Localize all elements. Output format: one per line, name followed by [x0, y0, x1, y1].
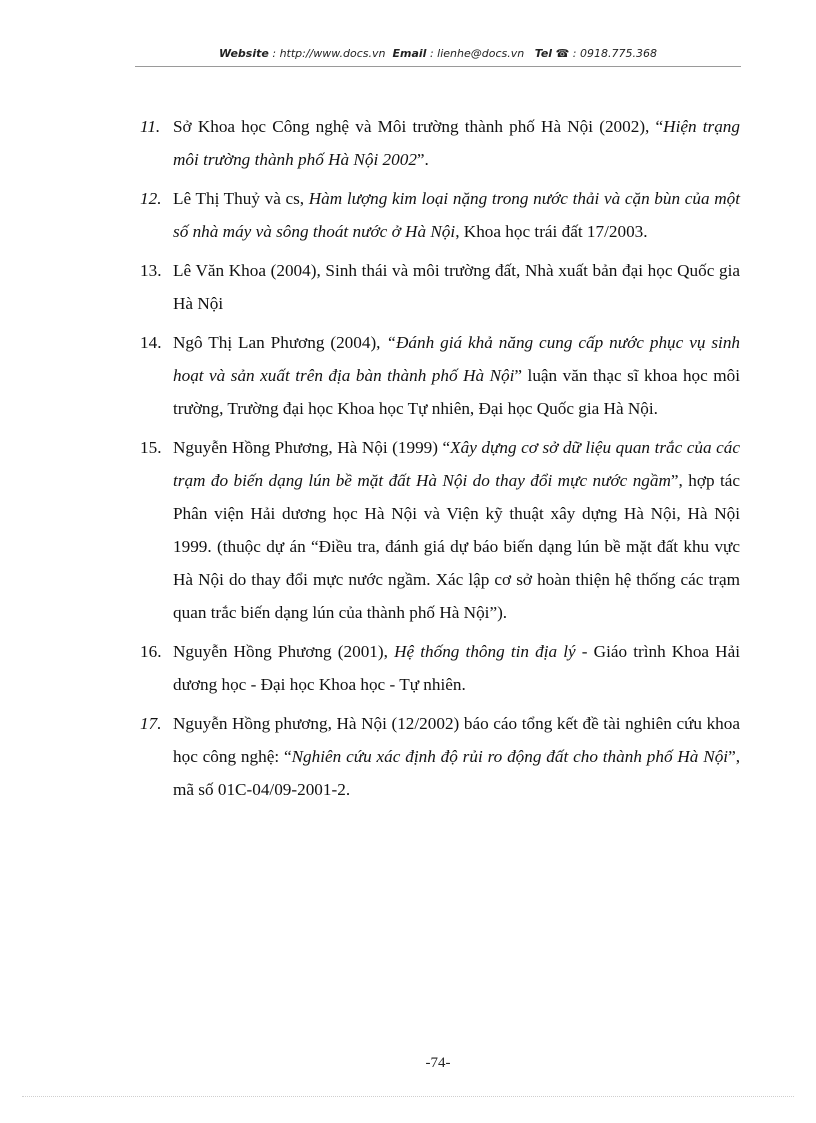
- email-address[interactable]: lienhe@docs.vn: [437, 47, 525, 60]
- reference-text-part: Lê Thị Thuỷ và cs,: [173, 189, 309, 208]
- reference-text-part: Nguyễn Hồng Phương, Hà Nội (1999) “: [173, 438, 451, 457]
- reference-title-italic: Hệ thống thông tin địa lý: [394, 642, 576, 661]
- header-divider: [135, 66, 741, 67]
- reference-number: 15.: [140, 438, 162, 457]
- reference-item: [140, 182, 740, 248]
- tel-label: Tel: [534, 47, 553, 60]
- reference-title-italic: Xây dựng cơ sở dữ liệu quan trắc của các trạm đo biến dạng lún bề mặt đất Hà Nội do thay đổi mực nước ngầm: [173, 438, 740, 490]
- reference-text: [173, 635, 740, 701]
- reference-text-part: ”, hợp tác Phân viện Hải dương học Hà Nội và Viện kỹ thuật xây dựng Hà Nội, Hà Nội 1999. (thuộc dự án “Điều tra, đánh giá dự báo biến dạng lún bề mặt đất khu vực Hà Nội do thay đổi mực nước ngầm. Xác lập cơ sở hoàn thiện hệ thống các trạm quan trắc biến dạng lún của thành phố Hà Nội”).: [173, 471, 740, 622]
- website-separator: :: [268, 47, 280, 60]
- reference-item: [140, 431, 740, 629]
- reference-number: 12.: [140, 189, 162, 208]
- reference-item: [140, 326, 740, 425]
- reference-item: [140, 635, 740, 701]
- page-header: [135, 47, 741, 60]
- reference-text-part: Sở Khoa học Công nghệ và Môi trường thành phố Hà Nội (2002), “: [173, 117, 664, 136]
- reference-text-part: Nguyễn Hồng phương, Hà Nội (12/2002) báo cáo tổng kết đề tài nghiên cứu khoa học công nghệ: “: [173, 714, 740, 766]
- reference-item: [140, 707, 740, 806]
- reference-title-italic: Hàm lượng kim loại nặng trong nước thải và cặn bùn của một số nhà máy và sông thoát nước ở Hà Nội: [173, 189, 740, 241]
- reference-text: [173, 110, 740, 176]
- reference-text: [173, 431, 740, 629]
- phone-icon: ☎: [555, 47, 570, 60]
- reference-text-part: ”.: [416, 150, 429, 169]
- reference-text-part: , Khoa học trái đất 17/2003.: [455, 222, 648, 241]
- reference-text-part: Lê Văn Khoa (2004), Sinh thái và môi trường đất, Nhà xuất bản đại học Quốc gia Hà Nội: [173, 261, 740, 313]
- reference-text-part: - Giáo trình Khoa Hải dương học - Đại học Khoa học - Tự nhiên.: [173, 642, 741, 694]
- website-url[interactable]: http://www.docs.vn: [279, 47, 386, 60]
- reference-title-italic: Nghiên cứu xác định độ rủi ro động đất cho thành phố Hà Nội: [291, 747, 729, 766]
- page-number: -74-: [425, 1055, 451, 1071]
- reference-title-italic: “Đánh giá khả năng cung cấp nước phục vụ sinh hoạt và sản xuất trên địa bàn thành phố Hà Nội: [173, 333, 741, 385]
- phone-number: 0918.775.368: [579, 47, 657, 60]
- reference-number: 14.: [140, 333, 162, 352]
- reference-text: [173, 254, 740, 320]
- reference-text-part: ”, mã số 01C-04/09-2001-2.: [173, 747, 741, 799]
- reference-text: [173, 182, 740, 248]
- reference-text-part: ” luận văn thạc sĩ khoa học môi trường, Trường đại học Khoa học Tự nhiên, Đại học Quốc gia Hà Nội.: [173, 366, 740, 418]
- tel-separator: :: [569, 47, 580, 60]
- reference-item: [140, 254, 740, 320]
- reference-text-part: Ngô Thị Lan Phương (2004),: [173, 333, 387, 352]
- page-bottom-divider: [22, 1096, 794, 1097]
- reference-number: 13.: [140, 261, 162, 280]
- reference-item: [140, 110, 740, 176]
- reference-number: 16.: [140, 642, 162, 661]
- reference-number: 17.: [140, 714, 162, 733]
- email-label: Email: [392, 47, 427, 60]
- reference-number: 11.: [140, 117, 161, 136]
- reference-text: [173, 707, 740, 806]
- reference-list: [140, 110, 740, 812]
- reference-text-part: Nguyễn Hồng Phương (2001),: [173, 642, 395, 661]
- reference-title-italic: Hiện trạng môi trường thành phố Hà Nội 2002: [173, 117, 740, 169]
- website-label: Website: [219, 47, 269, 60]
- email-separator: :: [426, 47, 438, 60]
- reference-text: [173, 326, 740, 425]
